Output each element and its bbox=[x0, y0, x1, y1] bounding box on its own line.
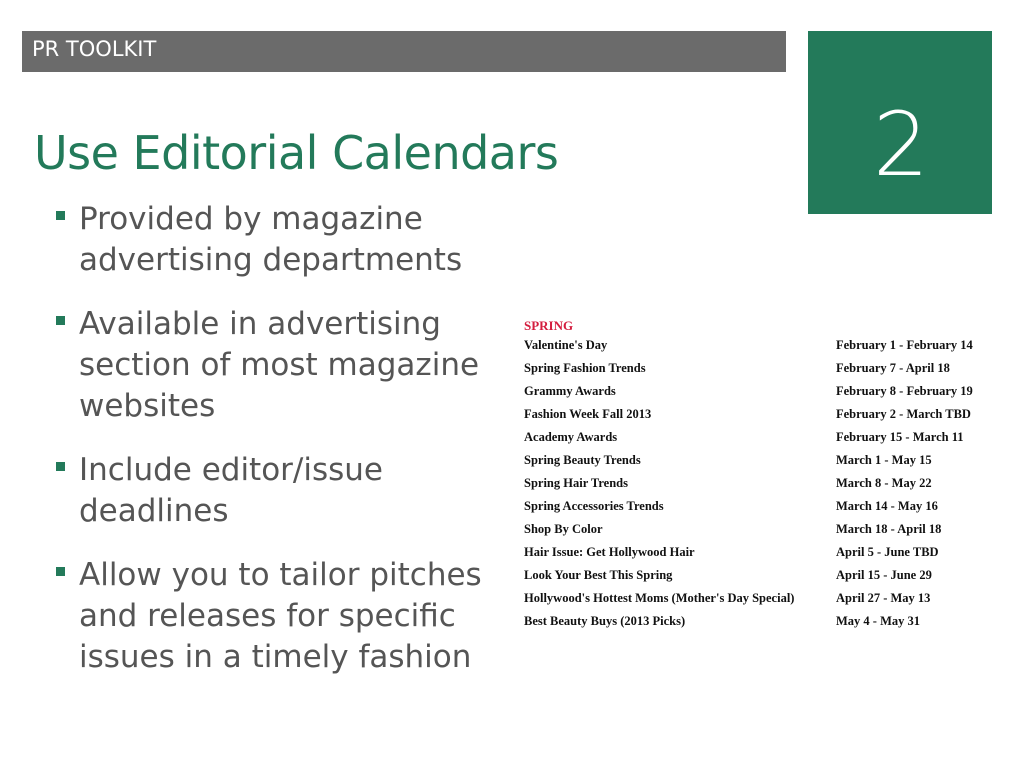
calendar-dates: May 4 - May 31 bbox=[836, 614, 921, 628]
slide-title: Use Editorial Calendars bbox=[34, 125, 559, 180]
calendar-row bbox=[524, 612, 1004, 635]
calendar-event: Best Beauty Buys (2013 Picks) bbox=[524, 614, 686, 628]
bullet-text: Available in advertising section of most magazine websites bbox=[79, 306, 480, 424]
calendar-event: Spring Hair Trends bbox=[524, 476, 628, 490]
calendar-dates: February 15 - March 11 bbox=[836, 430, 964, 444]
bullet-text: Provided by magazine advertising departments bbox=[79, 201, 463, 278]
slide-number-box bbox=[808, 31, 992, 214]
bullet-item bbox=[56, 199, 496, 281]
calendar-dates: February 8 - February 19 bbox=[836, 384, 973, 398]
header-label: PR TOOLKIT bbox=[32, 37, 157, 61]
calendar-event: Hair Issue: Get Hollywood Hair bbox=[524, 545, 695, 559]
calendar-event: Hollywood's Hottest Moms (Mother's Day Special) bbox=[524, 591, 795, 605]
slide-number: 2 bbox=[873, 93, 927, 196]
bullet-text: Include editor/issue deadlines bbox=[79, 452, 384, 529]
calendar-event: Valentine's Day bbox=[524, 338, 608, 352]
calendar-season-heading: SPRING bbox=[524, 318, 574, 333]
calendar-dates: April 15 - June 29 bbox=[836, 568, 932, 582]
calendar-row bbox=[524, 474, 1004, 497]
square-bullet-icon bbox=[56, 567, 65, 576]
calendar-event: Spring Accessories Trends bbox=[524, 499, 664, 513]
header-bar bbox=[22, 31, 786, 72]
calendar-dates: February 2 - March TBD bbox=[836, 407, 971, 421]
calendar-row bbox=[524, 359, 1004, 382]
calendar-event: Grammy Awards bbox=[524, 384, 616, 398]
bullet-item bbox=[56, 450, 496, 532]
calendar-dates: April 5 - June TBD bbox=[836, 545, 939, 559]
calendar-event: Academy Awards bbox=[524, 430, 618, 444]
calendar-dates: March 1 - May 15 bbox=[836, 453, 932, 467]
square-bullet-icon bbox=[56, 462, 65, 471]
calendar-dates: March 14 - May 16 bbox=[836, 499, 938, 513]
calendar-event: Shop By Color bbox=[524, 522, 603, 536]
bullet-item bbox=[56, 555, 496, 678]
bullet-text: Allow you to tailor pitches and releases for specific issues in a timely fashion bbox=[79, 557, 482, 675]
calendar-event: Fashion Week Fall 2013 bbox=[524, 407, 652, 421]
calendar-row bbox=[524, 520, 1004, 543]
calendar-event: Spring Beauty Trends bbox=[524, 453, 641, 467]
bullet-list bbox=[56, 199, 496, 701]
calendar-event: Look Your Best This Spring bbox=[524, 568, 673, 582]
calendar-dates: February 1 - February 14 bbox=[836, 338, 973, 352]
calendar-row bbox=[524, 451, 1004, 474]
calendar-row bbox=[524, 543, 1004, 566]
calendar-dates: April 27 - May 13 bbox=[836, 591, 931, 605]
calendar-row bbox=[524, 336, 1004, 359]
calendar-row bbox=[524, 382, 1004, 405]
calendar-row bbox=[524, 405, 1004, 428]
bullet-item bbox=[56, 304, 496, 427]
editorial-calendar-image bbox=[524, 316, 1004, 635]
calendar-dates: March 8 - May 22 bbox=[836, 476, 932, 490]
calendar-row bbox=[524, 497, 1004, 520]
calendar-row bbox=[524, 566, 1004, 589]
calendar-row bbox=[524, 589, 1004, 612]
calendar-dates: February 7 - April 18 bbox=[836, 361, 950, 375]
calendar-event: Spring Fashion Trends bbox=[524, 361, 646, 375]
square-bullet-icon bbox=[56, 211, 65, 220]
square-bullet-icon bbox=[56, 316, 65, 325]
calendar-row bbox=[524, 428, 1004, 451]
calendar-dates: March 18 - April 18 bbox=[836, 522, 942, 536]
